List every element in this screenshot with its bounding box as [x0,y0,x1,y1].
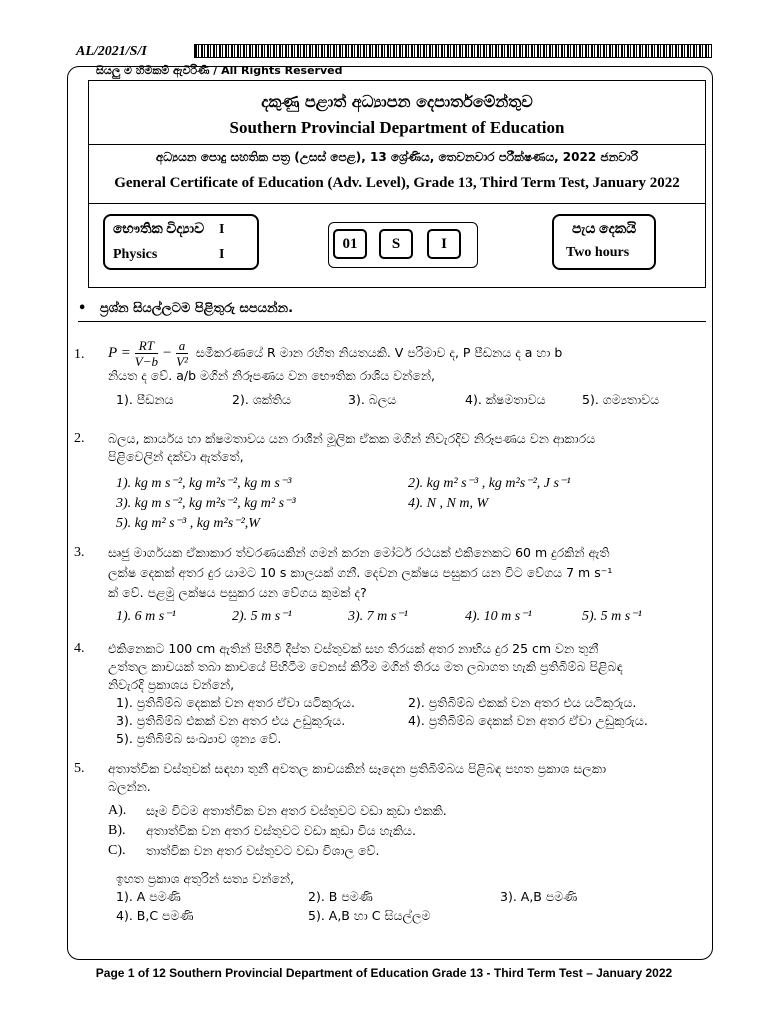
question-number: 2. [74,431,85,446]
option: 5). 5 m s⁻¹ [582,609,642,624]
statement-text: සෑම විටම අතාත්වික වන අතර වස්තුවට වඩා කුඩා එකකි. [146,803,447,818]
option: 3). A,B පමණි [500,889,578,904]
statement-text: අතාත්වික වන අතර වස්තුවට වඩා කුඩා විය හැකිය. [146,823,417,838]
option: 3). බලය [348,392,397,407]
question-text: නිවැරදි ප්‍රකාශය වන්නේ, [108,677,235,692]
question-text: බලන්න. [108,779,151,794]
question-number: 4. [74,641,85,656]
department-english: Southern Provincial Department of Education [229,118,565,137]
code-box: I [427,229,461,259]
option: 3). 7 m s⁻¹ [348,609,408,624]
instruction: • ප්‍රශ්න සියල්ලටම පිළිතුරු සපයන්න. [78,301,294,316]
question-text: සමීකරණයේ R මාන රහිත නියතයකි. V පරිමාව ද, P පීඩනය ද a හා b [195,345,563,360]
statement-label: B). [108,823,126,838]
option: 1). kg m s⁻², kg m²s⁻², kg m s⁻³ [116,476,292,491]
subject-box [103,214,259,270]
question-text: පිළිවෙලින් දක්වා ඇත්තේ, [108,449,244,464]
option: 2). 5 m s⁻¹ [232,609,292,624]
option: 4). ප්‍රතිබිම්බ දෙකක් වන අතර ඒවා උඩුකුරුය. [408,713,648,728]
subject-sinhala: භෞතික විද්‍යාව [113,222,205,237]
question-4 [0,640,768,750]
question-text: නියත ද වේ. a/b මගින් නිරූපණය වන භෞතික රාශිය වන්නේ, [108,368,435,383]
barcode-strip [194,44,712,58]
option: 1). A පමණි [116,889,181,904]
option: 4). ක්ෂමතාවය [465,392,546,407]
statement-label: C). [108,843,126,858]
subject-english: Physics [113,247,158,262]
option: 2). kg m² s⁻³ , kg m²s⁻², J s⁻¹ [408,476,571,491]
option: 2). B පමණි [308,889,373,904]
question-text: උත්තල කාචයක් තබා කාචයේ පිහිටීම වෙනස් කිරීම මගින් තිරය මත ලබාගත හැකි ප්‍රතිබිම්බ පිළිබඳ [108,659,623,674]
statement-label: A). [108,803,127,818]
bullet-icon: • [78,301,100,316]
question-text: ක් වේ. පළමු ලක්ෂය පසුකර යන වේගය කුමක් ද? [108,585,367,600]
question-number: 1. [74,347,85,362]
header-divider-2 [88,203,706,204]
question-text: ලක්ෂ දෙකක් අතර දුර යාමට 10 s කාලයක් ගනී. දෙවන ලක්ෂය පසුකර යන විට වේගය 7 m s⁻¹ [108,565,613,580]
option: 1). පීඩනය [116,392,174,407]
time-sinhala: පැය දෙකයි [572,222,637,237]
option: 5). A,B හා C සියල්ලම [308,908,431,923]
question-number: 3. [74,545,85,560]
code-box: 01 [333,229,367,259]
formula-fraction-1: $\frac{RT}{V-b}$ [134,338,158,369]
question-1 [0,338,768,413]
formula-fraction-2: $\frac{a}{\text{V²}}$ [176,338,188,369]
question-text: බලය, කාර්යය හා ක්ෂමතාවය යන රාශීන් මූලික ඒකක මගින් නිවැරදිව නිරූපණය වන ආකාරය [108,431,596,446]
department-sinhala: දකුණු පළාත් අධ්‍යාපන දෙපාර්තමේන්තුව [261,92,533,111]
time-english: Two hours [566,245,630,260]
question-text: සෘජු මාර්ගයක ඒකාකාර ත්වරණයකින් ගමන් කරන මෝටර් රථයක් එකිනෙකට 60 m දුරකින් ඇති [108,545,610,560]
header-divider [88,144,706,145]
option: 1). 6 m s⁻¹ [116,609,176,624]
formula-minus: − [161,345,173,361]
paper-number: I [219,222,225,237]
option: 2). ශක්තිය [232,392,292,407]
question-text: එකිනෙකට 100 cm ඇතින් පිහිටි දීප්ත වස්තුවක් සහ තිරයක් අතර නාභිය දුර 25 cm වන තුනී [108,641,599,656]
question-2 [0,430,768,535]
instruction-divider [78,321,706,322]
option: 3). ප්‍රතිබිම්බ එකක් වන අතර එය උඩුකුරුය. [116,713,346,728]
time-box [552,214,656,270]
question-text: අතාත්වික වස්තුවක් සඳහා තුනී අවතල කාචයකින් සෑදෙන ප්‍රතිබිම්බය පිළිබඳ පහත ප්‍රකාශ සලකා [108,761,607,776]
page-footer: Page 1 of 12 Southern Provincial Department of Education Grade 13 - Third Term Test – January 2022 [95,966,673,980]
paper-number-en: I [219,247,225,262]
code-box-group [328,222,478,268]
statement-text: තාත්වික වන අතර වස්තුවට වඩා විශාල වේ. [146,843,380,858]
option: 4). 10 m s⁻¹ [465,609,532,624]
paper-code: AL/2021/S/I [76,44,147,59]
question-3 [0,544,768,634]
question-prompt: ඉහත ප්‍රකාශ අතුරින් සත්‍ය වන්නේ, [116,871,295,886]
option: 4). N , N m, W [408,496,489,511]
option: 5). ගම්‍යතාවය [582,392,660,407]
code-box: S [379,229,413,259]
option: 2). ප්‍රතිබිම්බ එකක් වන අතර එය යටිකුරුය. [408,695,637,710]
option: 5). kg m² s⁻³ , kg m²s⁻²,W [116,516,260,531]
exam-title-english: General Certificate of Education (Adv. Level), Grade 13, Third Term Test, January 2022 [114,175,680,191]
option: 1). ප්‍රතිබිම්බ දෙකක් වන අතර ඒවා යටිකුරුය. [116,695,355,710]
question-number: 5. [74,761,85,776]
rights-notice: සියලු ම හිමිකම් ඇවිරිණි / All Rights Reserved [96,64,343,77]
question-5 [0,760,768,930]
option: 3). kg m s⁻², kg m²s⁻², kg m² s⁻³ [116,496,296,511]
option: 4). B,C පමණි [116,908,194,923]
formula-lhs: P = [108,345,131,361]
option: 5). ප්‍රතිබිම්බ සංඛ්‍යාව ශූන්‍ය වේ. [116,731,282,746]
exam-title-sinhala: අධ්‍යයන පොදු සහතික පත්‍ර (උසස් පෙළ), 13 ශ්‍රේණිය, තෙවනවාර පරීක්ෂණය, 2022 ජනවාරි [155,150,639,164]
